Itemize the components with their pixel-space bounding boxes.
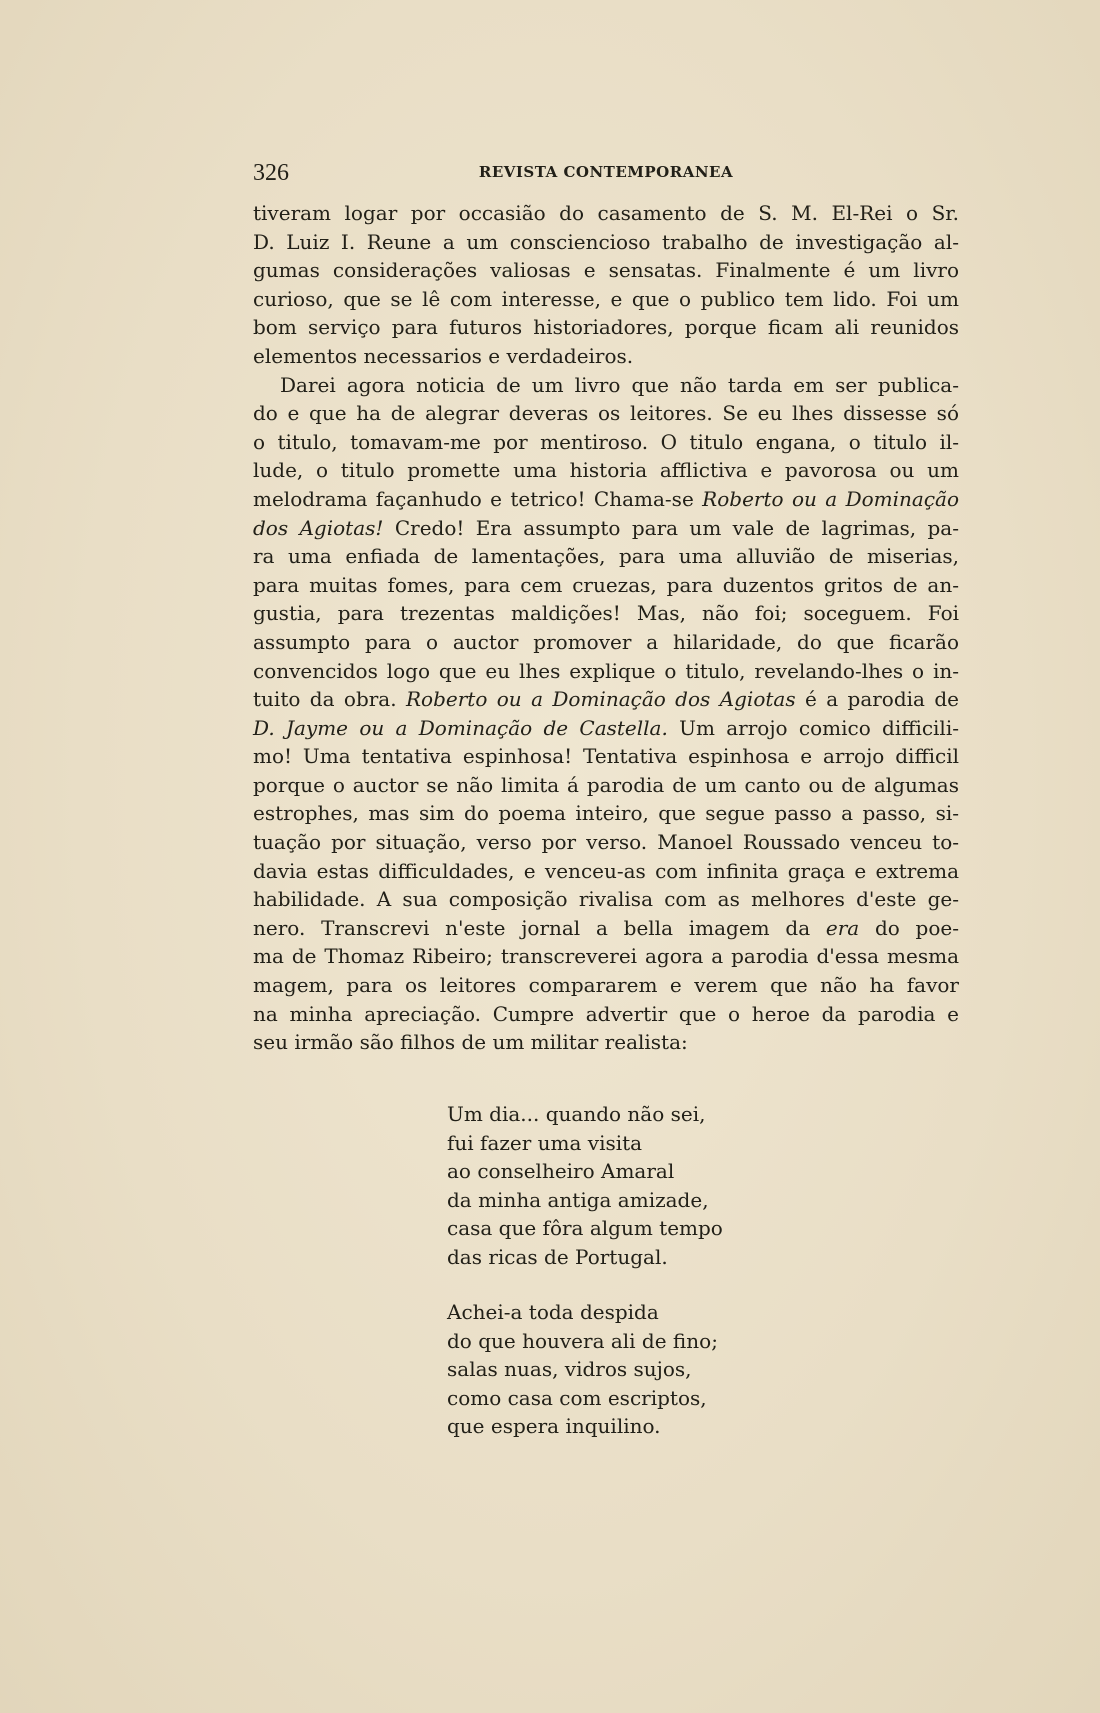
text-line: gumas considerações valiosas e sensatas. Finalmente é um livro [253, 258, 959, 283]
verse-line: casa que fôra algum tempo [447, 1216, 723, 1241]
text-line: D. Luiz I. Reune a um consciencioso trabalho de investigação al- [253, 229, 959, 254]
text-line: para muitas fomes, para cem cruezas, para duzentos gritos de an- [253, 572, 959, 597]
book-title-roberto-cont: dos Agiotas! [253, 515, 384, 540]
text-line: tiveram logar por occasião do casamento de S. M. El-Rei o Sr. [253, 201, 959, 225]
text-line: davia estas difficuldades, e venceu-as com infinita graça e extrema [253, 858, 959, 883]
running-head: REVISTA CONTEMPORANEA [478, 163, 734, 181]
text-line: do e que ha de alegrar deveras os leitores. Se eu lhes dissesse só [253, 401, 959, 426]
text-line [253, 914, 959, 943]
text-line: estrophes, mas sim do poema inteiro, que segue passo a passo, si- [253, 801, 959, 826]
text-line: porque o auctor se não limita á parodia de um canto ou de algumas [253, 772, 959, 797]
page-header [253, 160, 959, 186]
text-segment: tuito da obra. [253, 687, 406, 712]
text-line [253, 514, 959, 543]
verse-stanza-1 [447, 1100, 723, 1272]
text-line: habilidade. A sua composição rivalisa com as melhores d'este ge- [253, 887, 959, 912]
text-line [253, 485, 959, 514]
text-line: ra uma enfiada de lamentações, para uma alluvião de miserias, [253, 544, 959, 569]
italic-era: era [825, 915, 860, 940]
verse-line: da minha antiga amizade, [447, 1187, 709, 1212]
page-number: 326 [253, 160, 289, 186]
body-text [253, 199, 959, 1057]
text-segment: Um arrojo comico difficili- [667, 715, 959, 740]
text-line: Darei agora noticia de um livro que não tarda em ser publica- [280, 372, 959, 397]
text-segment: melodrama façanhudo e tetrico! Chama-se [253, 486, 703, 511]
text-line: curioso, que se lê com interesse, e que o publico tem lido. Foi um [253, 286, 959, 311]
text-line: na minha apreciação. Cumpre advertir que o heroe da parodia e [253, 1001, 959, 1026]
verse-line: que espera inquilino. [447, 1414, 661, 1439]
text-line: mo! Uma tentativa espinhosa! Tentativa espinhosa e arrojo difficil [253, 744, 959, 769]
verse-line: Um dia... quando não sei, [447, 1102, 706, 1126]
text-line: tuação por situação, verso por verso. Manoel Roussado venceu to- [253, 830, 959, 855]
text-line: magem, para os leitores compararem e verem que não ha favor [253, 973, 959, 998]
verse-line: Achei-a toda despida [447, 1300, 659, 1324]
text-line [253, 714, 959, 743]
text-line: assumpto para o auctor promover a hilaridade, do que ficarão [253, 629, 959, 654]
book-title-dom-jayme: D. Jayme ou a Dominação de Castella. [253, 715, 668, 740]
verse-line: do que houvera ali de fino; [447, 1328, 718, 1353]
book-title-roberto-2: Roberto ou a Dominação dos Agiotas [405, 687, 796, 712]
text-segment: é a parodia de [795, 687, 960, 712]
text-line: elementos necessarios e verdadeiros. [253, 343, 634, 368]
text-line [253, 685, 959, 714]
text-line: gustia, para trezentas maldições! Mas, não foi; soceguem. Foi [253, 601, 959, 626]
text-segment: Credo! Era assumpto para um vale de lagrimas, pa- [383, 515, 959, 540]
text-line: o titulo, tomavam-me por mentiroso. O titulo engana, o titulo il- [253, 429, 959, 454]
text-line: seu irmão são filhos de um militar realista: [253, 1030, 688, 1055]
text-line: lude, o titulo promette uma historia afflictiva e pavorosa ou um [253, 458, 959, 483]
verse-line: fui fazer uma visita [447, 1130, 643, 1155]
verse-line: como casa com escriptos, [447, 1385, 707, 1410]
text-segment: nero. Transcrevi n'este jornal a bella imagem da [253, 915, 826, 940]
verse-stanza-2 [447, 1298, 718, 1441]
text-line: convencidos logo que eu lhes explique o titulo, revelando-lhes o in- [253, 658, 959, 683]
text-segment: do poe- [859, 915, 959, 940]
text-line: ma de Thomaz Ribeiro; transcreverei agora a parodia d'essa mesma [253, 944, 959, 969]
book-title-roberto: Roberto ou a Dominação [702, 486, 959, 511]
verse-line: salas nuas, vidros sujos, [447, 1357, 692, 1382]
text-line: bom serviço para futuros historiadores, porque ficam ali reunidos [253, 315, 959, 340]
verse-line: das ricas de Portugal. [447, 1244, 668, 1269]
verse-line: ao conselheiro Amaral [447, 1159, 675, 1184]
